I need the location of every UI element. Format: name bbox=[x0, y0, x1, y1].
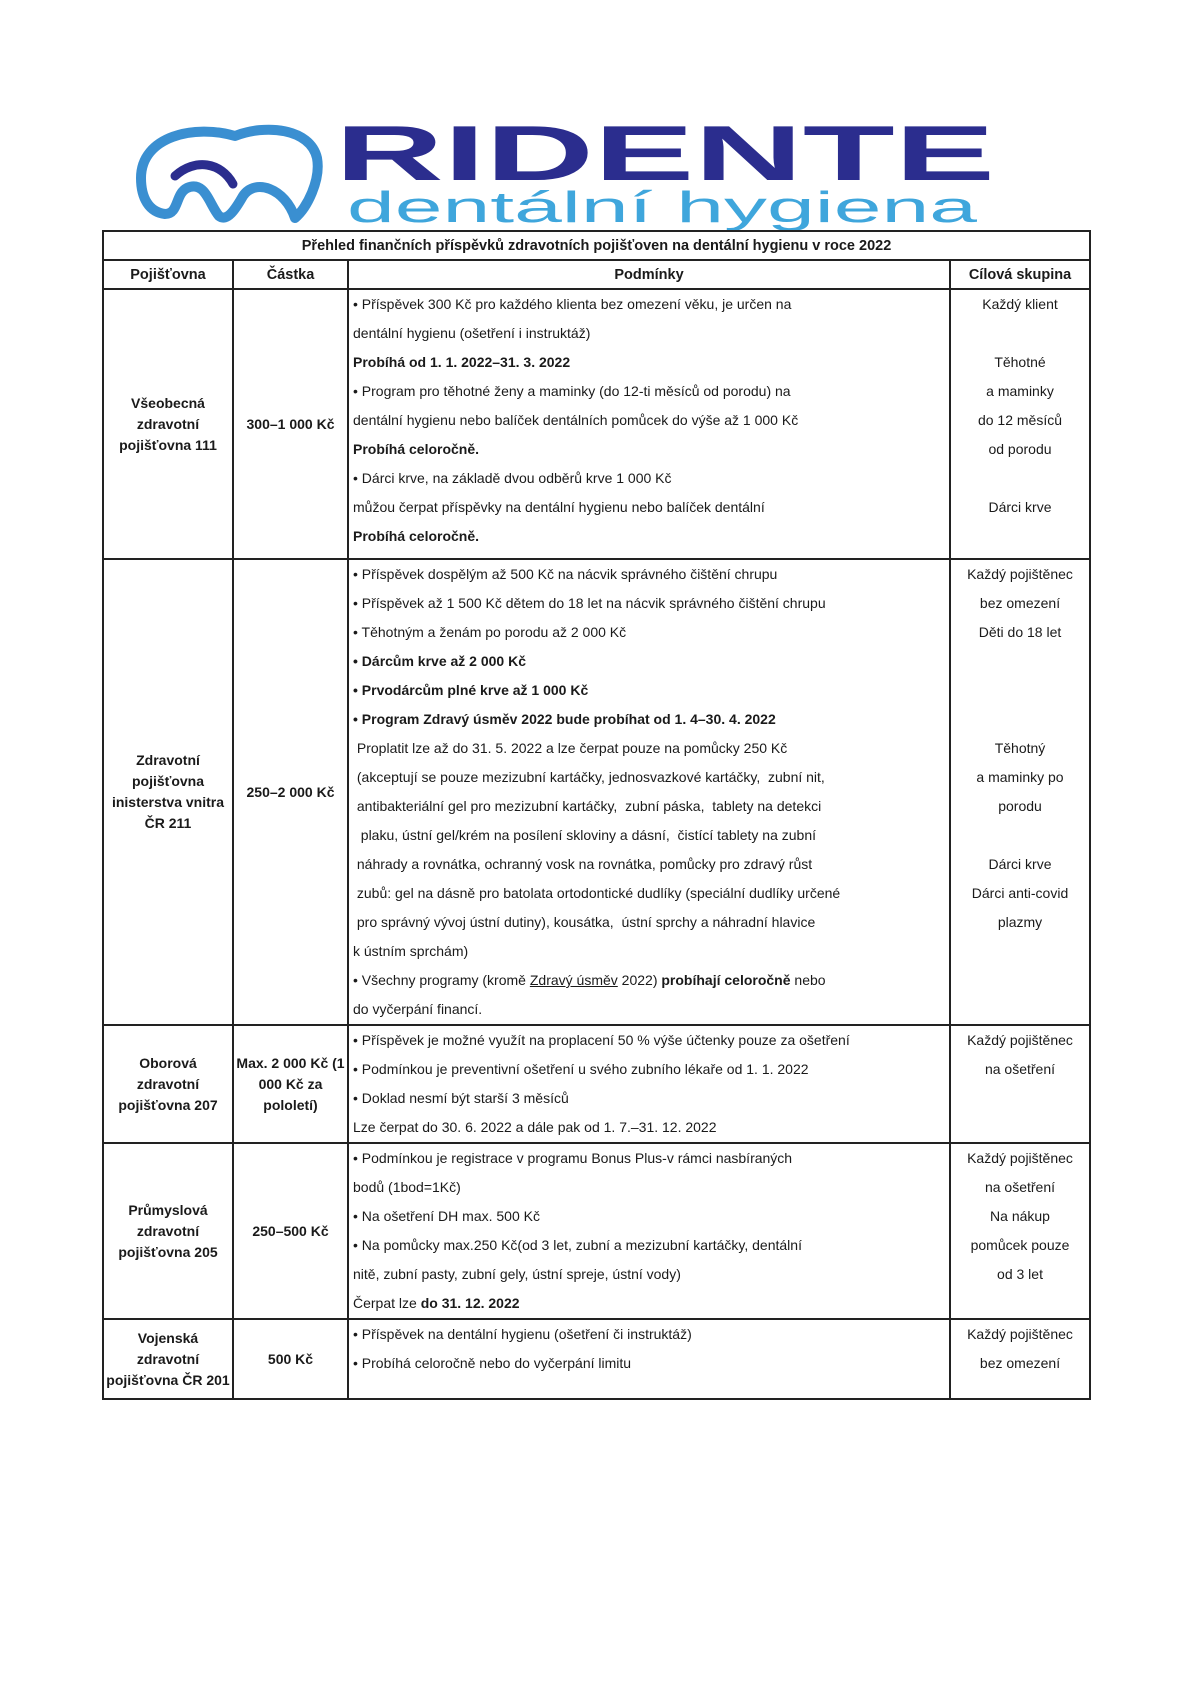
insurer-cell bbox=[103, 289, 233, 559]
condition-line: Probíhá celoročně. bbox=[353, 528, 480, 544]
condition-line: Probíhá od 1. 1. 2022–31. 3. 2022 bbox=[353, 354, 571, 370]
target-cell bbox=[950, 1025, 1090, 1143]
insurer-name-line: Všeobecná bbox=[131, 394, 205, 411]
conditions-cell bbox=[348, 1143, 950, 1319]
header-insurer: Pojišťovna bbox=[103, 260, 233, 289]
insurer-cell bbox=[103, 1025, 233, 1143]
brand-tagline: dentální hygiena bbox=[347, 183, 979, 230]
condition-line: • Podmínkou je preventivní ošetření u svého zubního lékaře od 1. 1. 2022 bbox=[353, 1061, 809, 1077]
condition-line: • Těhotným a ženám po porodu až 2 000 Kč bbox=[353, 624, 627, 640]
insurer-cell bbox=[103, 1319, 233, 1399]
amount-line: 300–1 000 Kč bbox=[246, 415, 335, 432]
table-row bbox=[103, 1319, 1090, 1399]
target-group-line: Každý klient bbox=[982, 296, 1058, 312]
condition-line bbox=[353, 966, 945, 995]
condition-line: (akceptují se pouze mezizubní kartáčky, jednosvazkové kartáčky, zubní nit, bbox=[353, 769, 825, 785]
target-group-line: od porodu bbox=[988, 441, 1052, 457]
condition-emphasis: do 31. 12. 2022 bbox=[420, 1295, 520, 1311]
header-amount: Částka bbox=[233, 260, 348, 289]
target-group-line: a maminky po bbox=[976, 769, 1064, 785]
target-group-line: bez omezení bbox=[979, 1355, 1061, 1371]
target-cell bbox=[950, 559, 1090, 1025]
condition-line: můžou čerpat příspěvky na dentální hygienu nebo balíček dentální bbox=[353, 499, 765, 515]
condition-line: plaku, ústní gel/krém na posílení skloviny a dásní, čistící tablety na zubní bbox=[353, 827, 817, 843]
condition-line: pro správný vývoj ústní dutiny), kousátka, ústní sprchy a náhradní hlavice bbox=[353, 914, 816, 930]
amount-cell bbox=[233, 1025, 348, 1143]
insurer-name-line: zdravotní bbox=[136, 1350, 200, 1367]
condition-line: Lze čerpat do 30. 6. 2022 a dále pak od 1. 7.–31. 12. 2022 bbox=[353, 1119, 717, 1135]
conditions-cell bbox=[348, 1025, 950, 1143]
target-group-line bbox=[951, 647, 1089, 676]
insurer-name-line: Zdravotní bbox=[136, 752, 200, 768]
header-conditions: Podmínky bbox=[348, 260, 950, 289]
target-group-line: porodu bbox=[998, 798, 1042, 814]
condition-text: nebo bbox=[790, 972, 826, 988]
target-group-line bbox=[951, 966, 1089, 995]
condition-line: bodů (1bod=1Kč) bbox=[353, 1179, 461, 1195]
condition-line: • Příspěvek je možné využít na proplacení 50 % výše účtenky pouze za ošetření bbox=[353, 1032, 850, 1048]
target-group-line: Děti do 18 let bbox=[978, 624, 1062, 640]
insurer-name-line: pojišťovna ČR 201 bbox=[106, 1371, 230, 1388]
target-group-line: Dárci anti-covid bbox=[971, 885, 1069, 901]
target-group-line bbox=[951, 319, 1089, 348]
table-row bbox=[103, 289, 1090, 559]
target-cell bbox=[950, 1319, 1090, 1399]
ridente-logo bbox=[135, 118, 1055, 230]
amount-cell bbox=[233, 289, 348, 559]
table-row bbox=[103, 1143, 1090, 1319]
condition-text: Čerpat lze bbox=[353, 1295, 421, 1311]
target-group-line: Každý pojištěnec bbox=[967, 1326, 1073, 1342]
table-row bbox=[103, 559, 1090, 1025]
target-group-line: Každý pojištěnec bbox=[967, 1032, 1073, 1048]
logo-graphic bbox=[135, 118, 1055, 230]
insurer-name-line: zdravotní bbox=[136, 1222, 200, 1239]
target-group-line bbox=[951, 937, 1089, 966]
condition-text: • Všechny programy (kromě bbox=[353, 972, 530, 988]
condition-line: nitě, zubní pasty, zubní gely, ústní spreje, ústní vody) bbox=[353, 1266, 681, 1282]
program-link[interactable]: Zdravý úsměv bbox=[529, 972, 618, 988]
target-group-line: Každý pojištěnec bbox=[967, 1150, 1073, 1166]
target-group-line: plazmy bbox=[997, 914, 1043, 930]
insurer-name-line: Vojenská bbox=[137, 1329, 199, 1346]
target-group-line: bez omezení bbox=[979, 595, 1061, 611]
condition-line bbox=[353, 1289, 945, 1318]
condition-line: • Dárcům krve až 2 000 Kč bbox=[353, 653, 527, 669]
insurer-name-line: zdravotní bbox=[136, 415, 200, 432]
target-group-line: na ošetření bbox=[984, 1179, 1056, 1195]
target-group-line bbox=[951, 1084, 1089, 1113]
condition-line: • Doklad nesmí být starší 3 měsíců bbox=[353, 1090, 569, 1106]
condition-line: • Probíhá celoročně nebo do vyčerpání limitu bbox=[353, 1355, 632, 1371]
amount-line: 000 Kč za bbox=[258, 1075, 323, 1092]
amount-line: 250–2 000 Kč bbox=[246, 783, 335, 800]
target-group-line: na ošetření bbox=[984, 1061, 1056, 1077]
amount-cell bbox=[233, 1143, 348, 1319]
condition-line: • Program pro těhotné ženy a maminky (do 12-ti měsíců od porodu) na bbox=[353, 383, 791, 399]
condition-line: • Dárci krve, na základě dvou odběrů krve 1 000 Kč bbox=[353, 470, 672, 486]
conditions-cell bbox=[348, 559, 950, 1025]
insurer-name-line: pojišťovna 111 bbox=[119, 436, 217, 453]
amount-line: 500 Kč bbox=[267, 1350, 314, 1367]
insurer-name-line: Průmyslová bbox=[128, 1201, 208, 1218]
condition-line: dentální hygienu (ošetření i instruktáž) bbox=[353, 325, 591, 341]
insurer-name-line: Oborová bbox=[139, 1054, 197, 1071]
condition-line: • Podmínkou je registrace v programu Bonus Plus-v rámci nasbíraných bbox=[353, 1150, 793, 1166]
target-group-line bbox=[951, 522, 1089, 551]
amount-line: 250–500 Kč bbox=[252, 1222, 329, 1239]
amount-cell bbox=[233, 1319, 348, 1399]
condition-text: 2022) bbox=[617, 972, 662, 988]
target-cell bbox=[950, 1143, 1090, 1319]
amount-line: Max. 2 000 Kč (1 bbox=[236, 1054, 345, 1071]
insurer-cell bbox=[103, 1143, 233, 1319]
target-group-line: a maminky bbox=[986, 383, 1054, 399]
target-group-line: Na nákup bbox=[990, 1208, 1050, 1224]
insurer-name-line: pojišťovna 205 bbox=[118, 1243, 218, 1260]
condition-line: Probíhá celoročně. bbox=[353, 441, 480, 457]
table-body bbox=[103, 289, 1090, 1399]
header-target: Cílová skupina bbox=[950, 260, 1090, 289]
condition-line: antibakteriální gel pro mezizubní kartáčky, zubní páska, tablety na detekci bbox=[353, 798, 822, 814]
condition-line: dentální hygienu nebo balíček dentálních pomůcek do výše až 1 000 Kč bbox=[353, 412, 799, 428]
target-group-line: pomůcek pouze bbox=[970, 1237, 1070, 1253]
contributions-table bbox=[102, 230, 1089, 1400]
condition-line: • Program Zdravý úsměv 2022 bude probíhat od 1. 4–30. 4. 2022 bbox=[353, 711, 776, 727]
condition-emphasis: probíhají celoročně bbox=[661, 972, 791, 988]
target-group-line: Těhotné bbox=[994, 354, 1046, 370]
insurer-name-line: inisterstva vnitra bbox=[111, 794, 225, 810]
insurer-name-line: pojišťovna bbox=[131, 773, 205, 789]
target-group-line bbox=[951, 1113, 1089, 1142]
insurer-cell bbox=[103, 559, 233, 1025]
target-group-line bbox=[951, 995, 1089, 1024]
conditions-cell bbox=[348, 1319, 950, 1399]
insurer-name-line: zdravotní bbox=[136, 1075, 200, 1092]
brand-name: RIDENTE bbox=[335, 118, 995, 197]
condition-line: zubů: gel na dásně pro batolata ortodontické dudlíky (speciální dudlíky určené bbox=[353, 885, 841, 901]
target-group-line bbox=[951, 1289, 1089, 1318]
target-group-line: Dárci krve bbox=[988, 499, 1052, 515]
target-cell bbox=[950, 289, 1090, 559]
target-group-line: od 3 let bbox=[997, 1266, 1043, 1282]
condition-line: • Na pomůcky max.250 Kč(od 3 let, zubní a mezizubní kartáčky, dentální bbox=[353, 1237, 802, 1253]
condition-line: Proplatit lze až do 31. 5. 2022 a lze čerpat pouze na pomůcky 250 Kč bbox=[353, 740, 788, 756]
target-group-line bbox=[951, 464, 1089, 493]
condition-line: • Příspěvek až 1 500 Kč dětem do 18 let na nácvik správného čištění chrupu bbox=[353, 595, 826, 611]
insurer-name-line: pojišťovna 207 bbox=[118, 1096, 218, 1113]
target-group-line: Dárci krve bbox=[988, 856, 1052, 872]
insurer-name-line: ČR 211 bbox=[144, 815, 192, 831]
condition-line: • Příspěvek dospělým až 500 Kč na nácvik správného čištění chrupu bbox=[353, 566, 778, 582]
target-group-line: do 12 měsíců bbox=[977, 412, 1063, 428]
target-group-line bbox=[951, 676, 1089, 705]
target-group-line bbox=[951, 821, 1089, 850]
condition-line: náhrady a rovnátka, ochranný vosk na rovnátka, pomůcky pro zdravý růst bbox=[353, 856, 813, 872]
target-group-line: Každý pojištěnec bbox=[967, 566, 1073, 582]
condition-line: do vyčerpání financí. bbox=[353, 1001, 483, 1017]
target-group-line: Těhotný bbox=[994, 740, 1046, 756]
condition-line: • Příspěvek 300 Kč pro každého klienta bez omezení věku, je určen na bbox=[353, 296, 792, 312]
condition-line: • Na ošetření DH max. 500 Kč bbox=[353, 1208, 540, 1224]
condition-line: k ústním sprchám) bbox=[353, 943, 469, 959]
condition-line: • Příspěvek na dentální hygienu (ošetření či instruktáž) bbox=[353, 1326, 692, 1342]
amount-cell bbox=[233, 559, 348, 1025]
conditions-cell bbox=[348, 289, 950, 559]
condition-line: • Prvodárcům plné krve až 1 000 Kč bbox=[353, 682, 589, 698]
table-row bbox=[103, 1025, 1090, 1143]
table-title: Přehled finančních příspěvků zdravotních pojišťoven na dentální hygienu v roce 2022 bbox=[103, 231, 1090, 260]
target-group-line bbox=[951, 705, 1089, 734]
amount-line: pololetí) bbox=[263, 1096, 318, 1113]
